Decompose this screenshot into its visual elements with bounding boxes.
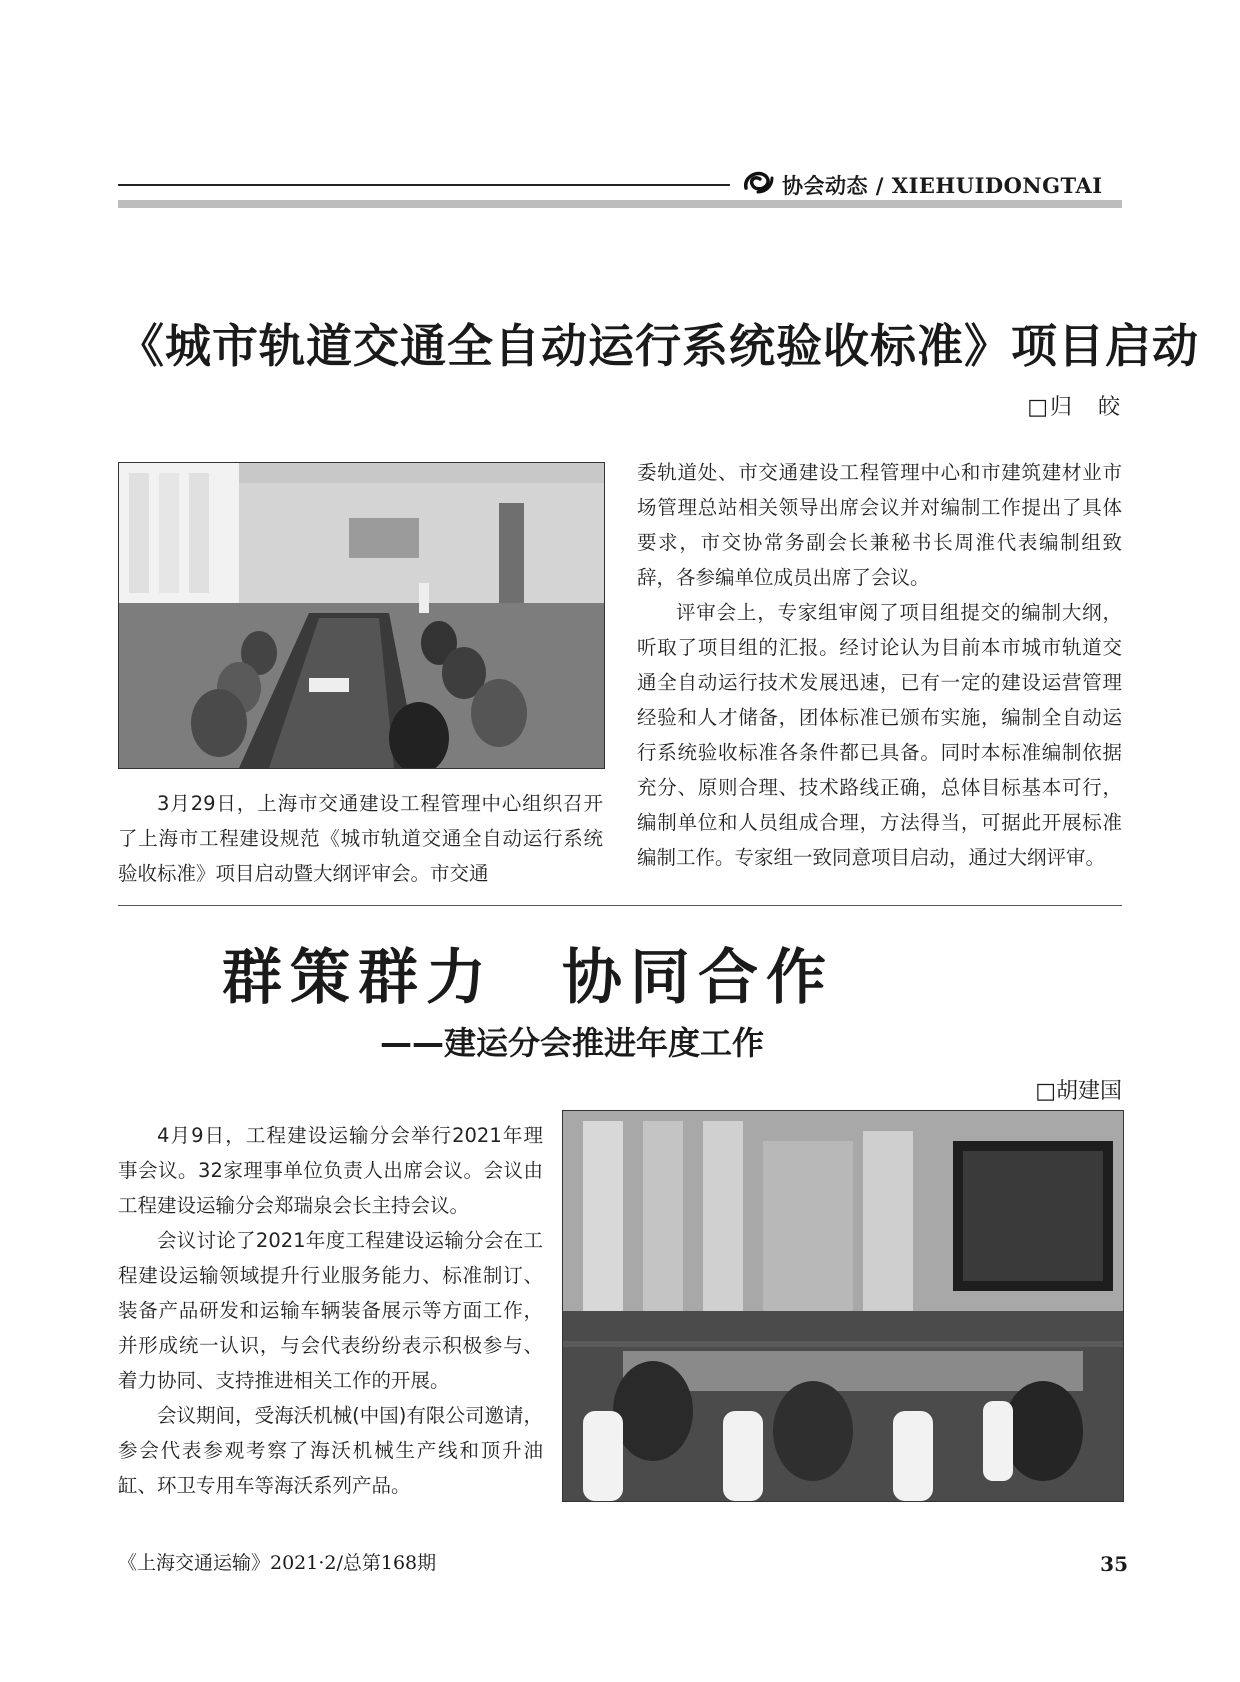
article-divider (118, 905, 1122, 906)
article2-paragraph-1: 4月9日，工程建设运输分会举行2021年理事会议。32家理事单位负责人出席会议。会议由工程建设运输分会郑瑞泉会长主持会议。 (118, 1124, 543, 1217)
article1-left-column (118, 786, 603, 891)
article2-paragraph-2: 会议讨论了2021年度工程建设运输分会在工程建设运输领域提升行业服务能力、标准制订、装备产品研发和运输车辆装备展示等方面工作，并形成统一认识，与会代表纷纷表示积极参与、着力协同、支持推进相关工作的开展。 (118, 1229, 543, 1392)
article2-author: □胡建国 (1035, 1079, 1122, 1104)
association-logo-icon (742, 168, 774, 196)
article2-subtitle: ——建运分会推进年度工作 (380, 1024, 765, 1062)
article1-paragraph-2: 委轨道处、市交通建设工程管理中心和市建筑建材业市场管理总站相关领导出席会议并对编制工作提出了具体要求，市交协常务副会长兼秘书长周淮代表编制组致辞，各参编单位成员出席了会议。 (637, 461, 1122, 589)
header-rule (118, 184, 730, 186)
article2-paragraph-3: 会议期间，受海沃机械(中国)有限公司邀请，参会代表参观考察了海沃机械生产线和顶升油缸、环卫专用车等海沃系列产品。 (118, 1404, 543, 1497)
article1-author: □归 皎 (1027, 395, 1122, 420)
page-number: 35 (1100, 1552, 1128, 1576)
article1-paragraph-3: 评审会上，专家组审阅了项目组提交的编制大纲，听取了项目组的汇报。经讨论认为目前本市城市轨道交通全自动运行技术发展迅速，已有一定的建设运营管理经验和人才储备，团体标准已颁布实施，编制全自动运行系统验收标准各条件都已具备。同时本标准编制依据充分、原则合理、技术路线正确，总体目标基本可行，编制单位和人员组成合理，方法得当，可据此开展标准编制工作。专家组一致同意项目启动，通过大纲评审。 (637, 601, 1122, 869)
meeting-photo-1-image (119, 463, 604, 768)
meeting-photo-1 (118, 462, 605, 769)
article2-column (118, 1118, 543, 1503)
section-header: 协会动态 / XIEHUIDONGTAI (782, 173, 1103, 198)
journal-footer: 《上海交通运输》2021·2/总第168期 (118, 1552, 437, 1574)
article1-right-column (637, 455, 1122, 875)
meeting-photo-2-image (563, 1111, 1123, 1501)
article2-title: 群策群力 协同合作 (222, 943, 834, 1013)
article1-title: 《城市轨道交通全自动运行系统验收标准》项目启动 (118, 319, 1199, 373)
header-band (118, 200, 1122, 208)
meeting-photo-2 (562, 1110, 1124, 1502)
article1-paragraph-1: 3月29日，上海市交通建设工程管理中心组织召开了上海市工程建设规范《城市轨道交通全自动运行系统验收标准》项目启动暨大纲评审会。市交通 (118, 792, 603, 885)
